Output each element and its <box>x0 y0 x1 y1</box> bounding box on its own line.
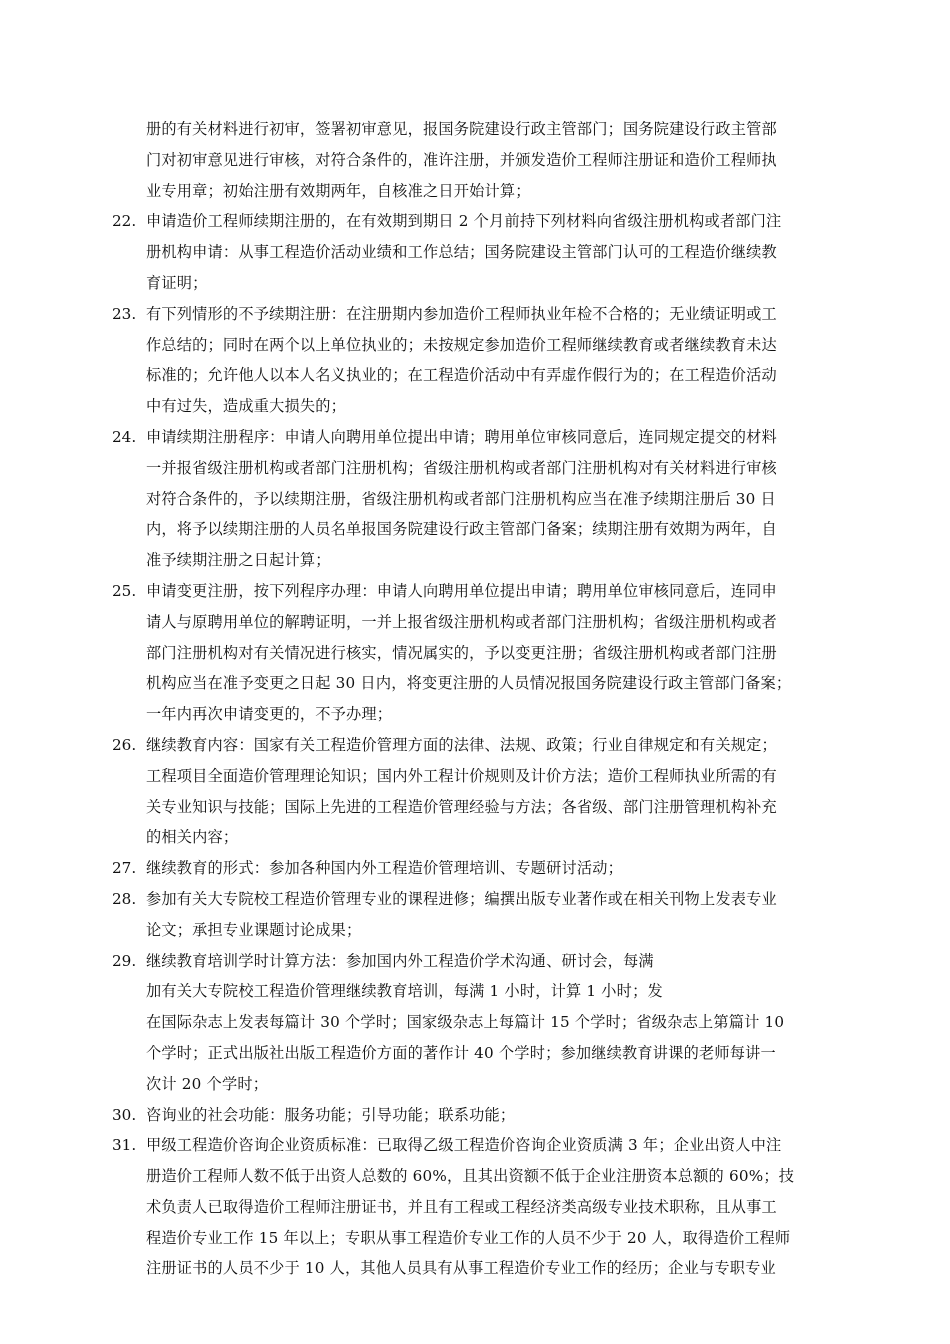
list-item <box>112 853 848 884</box>
paragraph-line: 申请续期注册程序：申请人向聘用单位提出申请；聘用单位审核同意后，连同规定提交的材料 <box>146 427 777 446</box>
item-number-text: 25. <box>112 581 137 600</box>
list-item <box>112 206 848 298</box>
paragraph-line: 准予续期注册之日起计算； <box>146 551 331 570</box>
paragraph-line: 有下列情形的不予续期注册：在注册期内参加造价工程师执业年检不合格的；无业绩证明或工 <box>146 304 777 323</box>
item-number <box>112 1130 146 1161</box>
list-item <box>112 576 848 730</box>
paragraph-line: 加有关大专院校工程造价管理继续教育培训，每满 1 小时，计算 1 小时；发 <box>146 982 663 1001</box>
list-item <box>112 299 848 422</box>
paragraph-line: 册造价工程师人数不低于出资人总数的 60%，且其出资额不低于企业注册资本总额的 60%；技 <box>146 1167 795 1186</box>
paragraph-line: 内，将予以续期注册的人员名单报国务院建设行政主管部门备案；续期注册有效期为两年，自 <box>146 520 777 539</box>
item-number <box>112 576 146 607</box>
paragraph-line: 对符合条件的，予以续期注册，省级注册机构或者部门注册机构应当在准予续期注册后 30 日 <box>146 489 776 508</box>
list-item <box>112 422 848 576</box>
item-number-text: 24. <box>112 427 137 446</box>
paragraph-line: 注册证书的人员不少于 10 人，其他人员具有从事工程造价专业工作的经历；企业与专职专业 <box>146 1259 776 1278</box>
paragraph-line: 继续教育培训学时计算方法：参加国内外工程造价学术沟通、研讨会，每满 <box>146 951 654 970</box>
item-number-text: 22. <box>112 212 137 231</box>
paragraph-line: 册机构申请：从事工程造价活动业绩和工作总结；国务院建设主管部门认可的工程造价继续教 <box>146 243 777 262</box>
item-number-text: 30. <box>112 1105 137 1124</box>
paragraph-line: 个学时；正式出版社出版工程造价方面的著作计 40 个学时；参加继续教育讲课的老师每讲一 <box>146 1043 776 1062</box>
paragraph-line: 咨询业的社会功能：服务功能；引导功能；联系功能； <box>146 1105 516 1124</box>
paragraph-line: 术负责人已取得造价工程师注册证书，并且有工程或工程经济类高级专业技术职称，且从事工 <box>146 1197 777 1216</box>
paragraph-line: 中有过失，造成重大损失的； <box>146 397 347 416</box>
item-number-text: 28. <box>112 889 137 908</box>
paragraph-line: 育证明； <box>146 273 208 292</box>
list-item <box>112 730 848 853</box>
item-number-text: 27. <box>112 859 137 878</box>
paragraph-line: 继续教育内容：国家有关工程造价管理方面的法律、法规、政策；行业自律规定和有关规定； <box>146 735 777 754</box>
paragraph-line: 参加有关大专院校工程造价管理专业的课程进修；编撰出版专业著作或在相关刊物上发表专业 <box>146 889 777 908</box>
paragraph-line: 申请造价工程师续期注册的，在有效期到期日 2 个月前持下列材料向省级注册机构或者部门注 <box>146 212 782 231</box>
item-number-text <box>112 114 146 145</box>
paragraph-line: 工程项目全面造价管理理论知识；国内外工程计价规则及计价方法；造价工程师执业所需的有 <box>146 766 777 785</box>
paragraph-line: 作总结的；同时在两个以上单位执业的；未按规定参加造价工程师继续教育或者继续教育未达 <box>146 335 777 354</box>
paragraph-line: 标准的；允许他人以本人名义执业的；在工程造价活动中有弄虚作假行为的；在工程造价活动 <box>146 366 777 385</box>
paragraph-line: 论文；承担专业课题讨论成果； <box>146 920 362 939</box>
item-number <box>112 206 146 237</box>
item-number-text: 23. <box>112 304 137 323</box>
paragraph-line: 程造价专业工作 15 年以上；专职从事工程造价专业工作的人员不少于 20 人，取得造价工程师 <box>146 1228 791 1247</box>
item-number <box>112 114 146 145</box>
paragraph-line: 一年内再次申请变更的，不予办理； <box>146 705 393 724</box>
paragraph-line: 关专业知识与技能；国际上先进的工程造价管理经验与方法；各省级、部门注册管理机构补充 <box>146 797 777 816</box>
paragraph-line: 的相关内容； <box>146 828 239 847</box>
list-item <box>112 946 848 1100</box>
item-number-text: 26. <box>112 735 137 754</box>
paragraph-line: 业专用章；初始注册有效期两年，自核准之日开始计算； <box>146 181 531 200</box>
paragraph-line: 机构应当在准予变更之日起 30 日内，将变更注册的人员情况报国务院建设行政主管部门备案； <box>146 674 792 693</box>
item-number <box>112 730 146 761</box>
item-number-text: 31. <box>112 1136 137 1155</box>
paragraph-line: 次计 20 个学时； <box>146 1074 269 1093</box>
paragraph-line: 门对初审意见进行审核，对符合条件的，准许注册，并颁发造价工程师注册证和造价工程师执 <box>146 150 777 169</box>
item-number <box>112 299 146 330</box>
paragraph-line: 部门注册机构对有关情况进行核实，情况属实的，予以变更注册；省级注册机构或者部门注册 <box>146 643 777 662</box>
paragraph-line: 在国际杂志上发表每篇计 30 个学时；国家级杂志上每篇计 15 个学时；省级杂志上第篇计 10 <box>146 1013 785 1032</box>
paragraph-line: 甲级工程造价咨询企业资质标准：已取得乙级工程造价咨询企业资质满 3 年；企业出资人中注 <box>146 1136 782 1155</box>
paragraph-line: 册的有关材料进行初审，签署初审意见，报国务院建设行政主管部门；国务院建设行政主管部 <box>146 120 777 138</box>
item-number <box>112 853 146 884</box>
item-number <box>112 1100 146 1131</box>
paragraph-line: 申请变更注册，按下列程序办理：申请人向聘用单位提出申请；聘用单位审核同意后，连同申 <box>146 581 777 600</box>
list-item <box>112 114 848 206</box>
document-body <box>112 114 848 1284</box>
paragraph-line: 继续教育的形式：参加各种国内外工程造价管理培训、专题研讨活动； <box>146 859 624 878</box>
item-number <box>112 884 146 915</box>
paragraph-line: 请人与原聘用单位的解聘证明，一并上报省级注册机构或者部门注册机构；省级注册机构或者 <box>146 612 777 631</box>
paragraph-line: 一并报省级注册机构或者部门注册机构；省级注册机构或者部门注册机构对有关材料进行审核 <box>146 458 777 477</box>
item-number <box>112 422 146 453</box>
item-number-text: 29. <box>112 951 137 970</box>
list-item <box>112 1130 848 1284</box>
list-item <box>112 1100 848 1131</box>
item-number <box>112 946 146 977</box>
list-item <box>112 884 848 946</box>
